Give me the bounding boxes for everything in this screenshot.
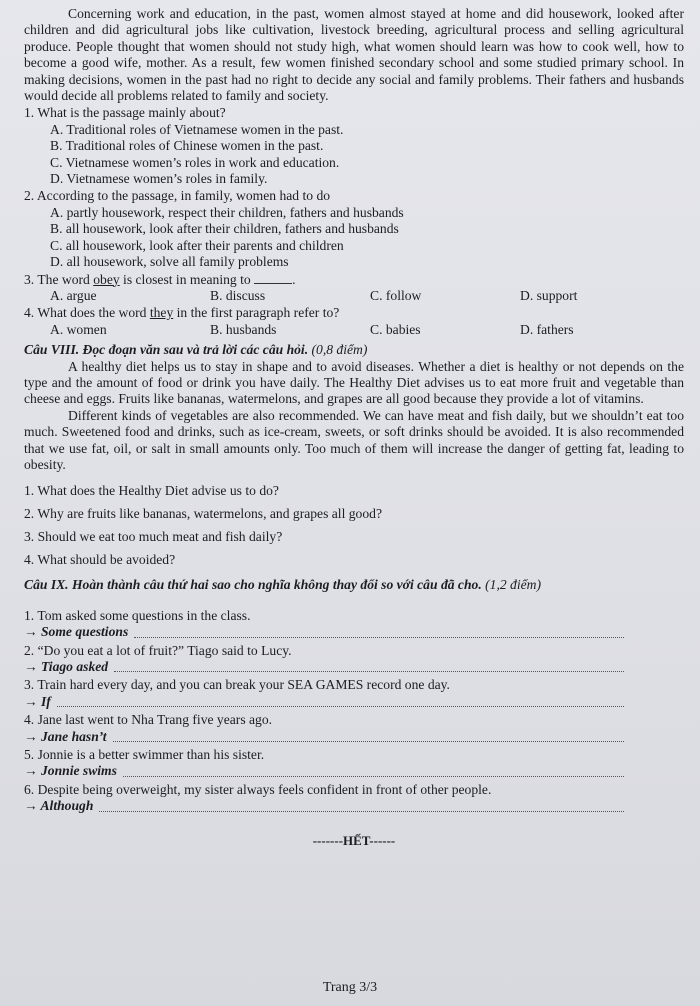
question-4-options	[24, 322, 684, 338]
rewrite-sentence: 5. Jonnie is a better swimmer than his sister.	[24, 747, 265, 763]
option-b: B. Traditional roles of Chinese women in the past.	[50, 138, 324, 154]
rewrite-sentence: 1. Tom asked some questions in the class.	[24, 607, 251, 623]
passage-viii-p2: Different kinds of vegetables are also recommended. We can have meat and fish daily, but we shouldn’t eat too much. Sweetened food and drinks, such as ice-cream, sweets, or soft drinks should be avoided. It is also recommended that we use fat, oil, or salt in small amounts only. Too much of them will increase the danger of getting fat, leading to obesity.	[24, 407, 684, 472]
question-viii-2: 2. Why are fruits like bananas, watermelons, and grapes all good?	[24, 506, 382, 522]
option-c: C. Vietnamese women’s roles in work and education.	[50, 154, 340, 170]
rewrite-answer-line	[24, 659, 684, 675]
passage-vii: Concerning work and education, in the past, women almost stayed at home and did housework, looked after children and did agricultural jobs like cultivation, livestock breeding, agricultural process and selling agricultural produce. People thought that women should not study high, what women should learn was how to cook well, how to become a good wife, mother. As a result, few women finished secondary school and some studied primary school. In making decisions, women in the past had no right to decide any social and family problems. Their fathers and husbands would decide all problems related to family and society.	[24, 6, 684, 104]
question-viii-1: 1. What does the Healthy Diet advise us to do?	[24, 483, 279, 499]
end-marker: -------HẾT------	[312, 832, 396, 848]
rewrite-answer-line	[24, 624, 684, 640]
rewrite-answer-line	[24, 729, 684, 745]
rewrite-answer-line	[24, 694, 684, 710]
option-b: B. husbands	[210, 321, 277, 337]
option-b: B. discuss	[210, 287, 266, 303]
rewrite-list	[24, 608, 684, 815]
section-ix-heading: Câu IX. Hoàn thành câu thứ hai sao cho nghĩa không thay đổi so với câu đã cho. (1,2 điểm)	[24, 577, 542, 593]
option-c: C. all housework, look after their parents and children	[50, 237, 344, 253]
page-number: Trang 3/3	[322, 980, 378, 995]
rewrite-sentence: 4. Jane last went to Nha Trang five years ago.	[24, 712, 273, 728]
rewrite-sentence: 6. Despite being overweight, my sister always feels confident in front of other people.	[24, 781, 492, 797]
option-d: D. all housework, solve all family problems	[50, 254, 289, 270]
option-c: C. follow	[370, 287, 422, 303]
rewrite-sentence: 2. “Do you eat a lot of fruit?” Tiago said to Lucy.	[24, 642, 292, 658]
option-d: D. Vietnamese women’s roles in family.	[50, 171, 268, 187]
answer-blank	[114, 671, 624, 672]
option-b: B. all housework, look after their children, fathers and husbands	[50, 221, 399, 237]
rewrite-prompt: → Jane hasn’t	[24, 728, 107, 744]
answer-blank	[113, 741, 624, 742]
question-2: 2. According to the passage, in family, women had to do	[24, 188, 331, 204]
rewrite-prompt: → Jonnie swims	[24, 763, 117, 779]
question-viii-3: 3. Should we eat too much meat and fish daily?	[24, 529, 283, 545]
question-4: 4. What does the word they in the first paragraph refer to?	[24, 305, 340, 321]
question-3: 3. The word obey is closest in meaning to .	[24, 271, 296, 287]
rewrite-sentence: 3. Train hard every day, and you can break your SEA GAMES record one day.	[24, 677, 450, 693]
passage-viii-p1: A healthy diet helps us to stay in shape and to avoid diseases. Whether a diet is healthy or not depends on the type and the amount of food or drink you have daily. The Healthy Diet advises us to eat more fruit and vegetable than cheese and eggs. Fruits like bananas, watermelons, and grapes are all good because they provide a lot of vitamins.	[24, 358, 684, 407]
option-a: A. Traditional roles of Vietnamese women in the past.	[50, 121, 344, 137]
option-a: A. partly housework, respect their children, fathers and husbands	[50, 204, 404, 220]
option-a: A. argue	[50, 287, 97, 303]
option-d: D. support	[520, 287, 578, 303]
answer-blank	[99, 811, 624, 812]
option-a: A. women	[50, 321, 107, 337]
questions-vii	[24, 105, 684, 270]
question-3-options	[24, 288, 684, 304]
rewrite-answer-line	[24, 798, 684, 814]
question-1: 1. What is the passage mainly about?	[24, 105, 226, 121]
option-c: C. babies	[370, 321, 421, 337]
rewrite-answer-line	[24, 763, 684, 779]
rewrite-prompt: → Some questions	[24, 624, 129, 640]
rewrite-prompt: → Although	[24, 798, 94, 814]
question-viii-4: 4. What should be avoided?	[24, 552, 176, 568]
rewrite-prompt: → If	[24, 693, 51, 709]
answer-blank	[134, 637, 624, 638]
section-viii-heading: Câu VIII. Đọc đoạn văn sau và trả lời các câu hỏi. (0,8 điểm)	[24, 342, 368, 358]
answer-blank	[123, 776, 624, 777]
answer-blank	[57, 706, 624, 707]
rewrite-prompt: → Tiago asked	[24, 659, 109, 674]
option-d: D. fathers	[520, 321, 574, 337]
